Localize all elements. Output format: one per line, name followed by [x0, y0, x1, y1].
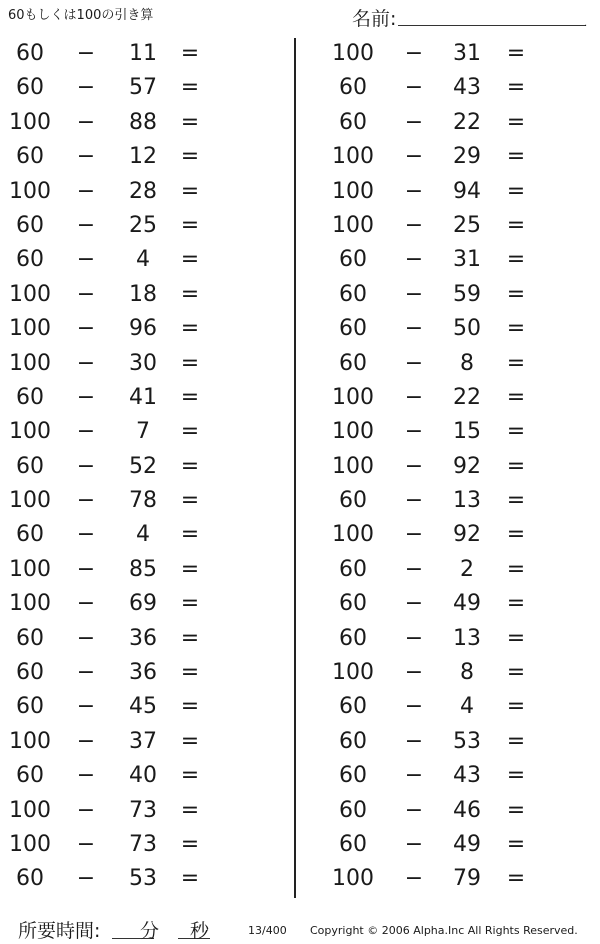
equals-sign: = [506, 350, 526, 376]
time-taken-label: 所要時間: [18, 920, 101, 942]
minus-sign: − [404, 41, 424, 66]
problem-row [312, 794, 592, 828]
problem-row [312, 381, 592, 415]
equals-sign: = [506, 75, 526, 101]
subtrahend: 25 [453, 212, 481, 238]
equals-sign: = [506, 831, 526, 857]
subtrahend: 40 [129, 763, 157, 789]
problem-row [0, 381, 280, 415]
equals-sign: = [180, 522, 200, 548]
problem-row [0, 278, 280, 312]
minuend: 100 [9, 281, 51, 307]
minus-sign: − [76, 453, 96, 479]
problem-row [0, 725, 280, 759]
subtrahend: 79 [453, 866, 481, 892]
minus-sign: − [76, 281, 96, 307]
equals-sign: = [180, 384, 200, 410]
problem-row [0, 759, 280, 793]
minuend: 60 [16, 694, 44, 720]
equals-sign: = [506, 660, 526, 686]
equals-sign: = [180, 694, 200, 720]
equals-sign: = [180, 281, 200, 307]
worksheet-title: 60もしくは100の引き算 [8, 8, 154, 23]
problem-row [312, 312, 592, 346]
subtrahend: 73 [129, 797, 157, 823]
minuend: 100 [9, 178, 51, 204]
minus-sign: − [76, 488, 96, 514]
equals-sign: = [180, 591, 200, 617]
minus-sign: − [404, 281, 424, 307]
minus-sign: − [404, 488, 424, 514]
equals-sign: = [506, 797, 526, 823]
problem-row [0, 175, 280, 209]
problem-row [312, 518, 592, 552]
problem-row [312, 175, 592, 209]
page-number: 13/400 [248, 924, 287, 937]
equals-sign: = [180, 247, 200, 273]
equals-sign: = [180, 763, 200, 789]
minus-sign: − [404, 522, 424, 548]
subtrahend: 49 [453, 591, 481, 617]
minus-sign: − [76, 763, 96, 789]
subtrahend: 69 [129, 591, 157, 617]
subtrahend: 28 [129, 178, 157, 204]
problem-row [312, 484, 592, 518]
equals-sign: = [506, 281, 526, 307]
minuend: 100 [9, 419, 51, 445]
minuend: 60 [339, 625, 367, 651]
problem-row [312, 553, 592, 587]
subtrahend: 73 [129, 831, 157, 857]
subtrahend: 37 [129, 728, 157, 754]
column-divider [294, 38, 296, 898]
minuend: 100 [332, 178, 374, 204]
subtrahend: 78 [129, 488, 157, 514]
subtrahend: 15 [453, 419, 481, 445]
problem-row [0, 553, 280, 587]
subtrahend: 31 [453, 247, 481, 273]
subtrahend: 96 [129, 316, 157, 342]
problem-row [0, 140, 280, 174]
subtrahend: 8 [460, 350, 474, 376]
minus-sign: − [76, 660, 96, 686]
minuend: 60 [16, 763, 44, 789]
equals-sign: = [180, 41, 200, 66]
problem-row [0, 415, 280, 449]
equals-sign: = [180, 831, 200, 857]
equals-sign: = [506, 763, 526, 789]
problem-row [0, 587, 280, 621]
minuend: 60 [16, 522, 44, 548]
minus-sign: − [76, 831, 96, 857]
minuend: 100 [9, 728, 51, 754]
minuend: 100 [9, 109, 51, 135]
problem-row [0, 484, 280, 518]
problem-row [312, 656, 592, 690]
equals-sign: = [180, 728, 200, 754]
problem-row [0, 828, 280, 862]
minuend: 60 [16, 75, 44, 101]
equals-sign: = [506, 41, 526, 66]
equals-sign: = [506, 728, 526, 754]
equals-sign: = [506, 556, 526, 582]
problem-row [312, 759, 592, 793]
subtrahend: 52 [129, 453, 157, 479]
problem-row [312, 450, 592, 484]
subtrahend: 88 [129, 109, 157, 135]
subtrahend: 4 [136, 247, 150, 273]
minuend: 60 [16, 212, 44, 238]
minus-sign: − [76, 625, 96, 651]
equals-sign: = [180, 316, 200, 342]
minuend: 60 [339, 316, 367, 342]
minus-sign: − [404, 797, 424, 823]
name-line-end-dot: . [584, 18, 588, 29]
problem-row [312, 862, 592, 896]
equals-sign: = [506, 419, 526, 445]
minus-sign: − [76, 75, 96, 101]
subtrahend: 11 [129, 41, 157, 66]
subtrahend: 36 [129, 660, 157, 686]
minuend: 100 [332, 41, 374, 66]
minus-sign: − [404, 728, 424, 754]
problem-row [0, 450, 280, 484]
minus-sign: − [76, 556, 96, 582]
problem-row [312, 106, 592, 140]
subtrahend: 22 [453, 384, 481, 410]
minuend: 60 [339, 556, 367, 582]
subtrahend: 18 [129, 281, 157, 307]
minuend: 100 [332, 384, 374, 410]
minus-sign: − [76, 797, 96, 823]
copyright-notice: Copyright © 2006 Alpha.Inc All Rights Reserved. [310, 924, 578, 937]
minuend: 100 [9, 350, 51, 376]
minus-sign: − [76, 591, 96, 617]
subtrahend: 12 [129, 144, 157, 170]
equals-sign: = [506, 109, 526, 135]
subtrahend: 43 [453, 763, 481, 789]
subtrahend: 43 [453, 75, 481, 101]
problem-row [0, 243, 280, 277]
minuend: 60 [16, 660, 44, 686]
minuend: 60 [339, 247, 367, 273]
minuend: 60 [339, 591, 367, 617]
equals-sign: = [506, 316, 526, 342]
subtrahend: 46 [453, 797, 481, 823]
subtrahend: 4 [136, 522, 150, 548]
subtrahend: 2 [460, 556, 474, 582]
minuend: 60 [339, 728, 367, 754]
minus-sign: − [404, 625, 424, 651]
equals-sign: = [506, 384, 526, 410]
subtrahend: 59 [453, 281, 481, 307]
minus-sign: − [404, 212, 424, 238]
subtrahend: 30 [129, 350, 157, 376]
minuend: 60 [16, 866, 44, 892]
minuend: 60 [16, 384, 44, 410]
equals-sign: = [180, 625, 200, 651]
minuend: 60 [16, 453, 44, 479]
minuend: 60 [339, 75, 367, 101]
minus-sign: − [76, 522, 96, 548]
equals-sign: = [180, 144, 200, 170]
subtrahend: 31 [453, 41, 481, 66]
problem-row [312, 622, 592, 656]
problem-row [312, 347, 592, 381]
problem-row [312, 243, 592, 277]
left-problem-column [0, 37, 280, 897]
problem-row [0, 312, 280, 346]
problem-row [0, 656, 280, 690]
problem-row [312, 140, 592, 174]
minus-sign: − [404, 763, 424, 789]
subtrahend: 92 [453, 453, 481, 479]
name-label: 名前: [352, 8, 397, 30]
equals-sign: = [506, 694, 526, 720]
minuend: 100 [9, 556, 51, 582]
minus-sign: − [404, 75, 424, 101]
equals-sign: = [180, 178, 200, 204]
minuend: 60 [339, 350, 367, 376]
minus-sign: − [404, 350, 424, 376]
minus-sign: − [404, 453, 424, 479]
subtrahend: 25 [129, 212, 157, 238]
name-underline[interactable] [398, 25, 586, 26]
minus-sign: − [76, 384, 96, 410]
equals-sign: = [506, 488, 526, 514]
minus-sign: − [404, 694, 424, 720]
minus-sign: − [76, 212, 96, 238]
minuend: 60 [339, 694, 367, 720]
problem-row [0, 209, 280, 243]
problem-row [312, 71, 592, 105]
equals-sign: = [506, 247, 526, 273]
subtrahend: 7 [136, 419, 150, 445]
minus-sign: − [76, 419, 96, 445]
minuend: 60 [339, 488, 367, 514]
equals-sign: = [180, 556, 200, 582]
problem-row [312, 587, 592, 621]
minuend: 100 [332, 419, 374, 445]
subtrahend: 50 [453, 316, 481, 342]
minus-sign: − [404, 831, 424, 857]
minus-sign: − [76, 247, 96, 273]
equals-sign: = [506, 144, 526, 170]
minus-sign: − [404, 866, 424, 892]
minus-sign: − [76, 728, 96, 754]
equals-sign: = [506, 591, 526, 617]
subtrahend: 41 [129, 384, 157, 410]
equals-sign: = [180, 488, 200, 514]
minuend: 60 [339, 831, 367, 857]
minuend: 60 [16, 144, 44, 170]
equals-sign: = [180, 419, 200, 445]
minuend: 100 [9, 797, 51, 823]
minuend: 60 [339, 763, 367, 789]
minus-sign: − [404, 178, 424, 204]
minutes-label: 分 [140, 920, 160, 942]
equals-sign: = [180, 453, 200, 479]
problem-row [0, 106, 280, 140]
equals-sign: = [180, 350, 200, 376]
equals-sign: = [180, 212, 200, 238]
problem-row [0, 518, 280, 552]
minus-sign: − [404, 556, 424, 582]
problem-row [0, 862, 280, 896]
subtrahend: 45 [129, 694, 157, 720]
minuend: 100 [332, 866, 374, 892]
equals-sign: = [180, 797, 200, 823]
seconds-label: 秒 [190, 920, 210, 942]
equals-sign: = [180, 866, 200, 892]
equals-sign: = [506, 866, 526, 892]
minus-sign: − [404, 591, 424, 617]
minuend: 60 [16, 247, 44, 273]
minus-sign: − [76, 866, 96, 892]
minuend: 100 [332, 144, 374, 170]
equals-sign: = [506, 625, 526, 651]
minus-sign: − [404, 419, 424, 445]
minuend: 60 [16, 41, 44, 66]
minus-sign: − [76, 694, 96, 720]
subtrahend: 36 [129, 625, 157, 651]
minuend: 60 [339, 109, 367, 135]
minuend: 100 [332, 660, 374, 686]
minuend: 100 [9, 488, 51, 514]
problem-row [312, 725, 592, 759]
equals-sign: = [180, 75, 200, 101]
problem-row [312, 828, 592, 862]
minus-sign: − [404, 144, 424, 170]
minus-sign: − [404, 316, 424, 342]
minus-sign: − [404, 660, 424, 686]
problem-row [0, 794, 280, 828]
subtrahend: 85 [129, 556, 157, 582]
subtrahend: 53 [453, 728, 481, 754]
problem-row [0, 71, 280, 105]
minus-sign: − [76, 316, 96, 342]
subtrahend: 49 [453, 831, 481, 857]
problem-row [0, 622, 280, 656]
minus-sign: − [76, 109, 96, 135]
minuend: 100 [9, 316, 51, 342]
minuend: 100 [9, 591, 51, 617]
subtrahend: 13 [453, 625, 481, 651]
subtrahend: 13 [453, 488, 481, 514]
subtrahend: 22 [453, 109, 481, 135]
problem-row [312, 278, 592, 312]
minus-sign: − [76, 41, 96, 66]
equals-sign: = [180, 660, 200, 686]
problem-row [0, 347, 280, 381]
minuend: 100 [332, 212, 374, 238]
problem-row [312, 415, 592, 449]
subtrahend: 8 [460, 660, 474, 686]
minus-sign: − [404, 247, 424, 273]
minuend: 60 [339, 797, 367, 823]
minus-sign: − [76, 144, 96, 170]
equals-sign: = [506, 178, 526, 204]
problem-row [0, 690, 280, 724]
problem-row [0, 37, 280, 71]
minus-sign: − [76, 350, 96, 376]
minus-sign: − [76, 178, 96, 204]
minuend: 100 [9, 831, 51, 857]
minuend: 60 [16, 625, 44, 651]
problem-row [312, 690, 592, 724]
equals-sign: = [506, 522, 526, 548]
subtrahend: 57 [129, 75, 157, 101]
minuend: 100 [332, 522, 374, 548]
subtrahend: 92 [453, 522, 481, 548]
equals-sign: = [506, 453, 526, 479]
equals-sign: = [506, 212, 526, 238]
minus-sign: − [404, 384, 424, 410]
subtrahend: 29 [453, 144, 481, 170]
subtrahend: 53 [129, 866, 157, 892]
equals-sign: = [180, 109, 200, 135]
problem-row [312, 209, 592, 243]
minus-sign: − [404, 109, 424, 135]
right-problem-column [312, 37, 592, 897]
subtrahend: 4 [460, 694, 474, 720]
subtrahend: 94 [453, 178, 481, 204]
minuend: 60 [339, 281, 367, 307]
minuend: 100 [332, 453, 374, 479]
problem-row [312, 37, 592, 71]
